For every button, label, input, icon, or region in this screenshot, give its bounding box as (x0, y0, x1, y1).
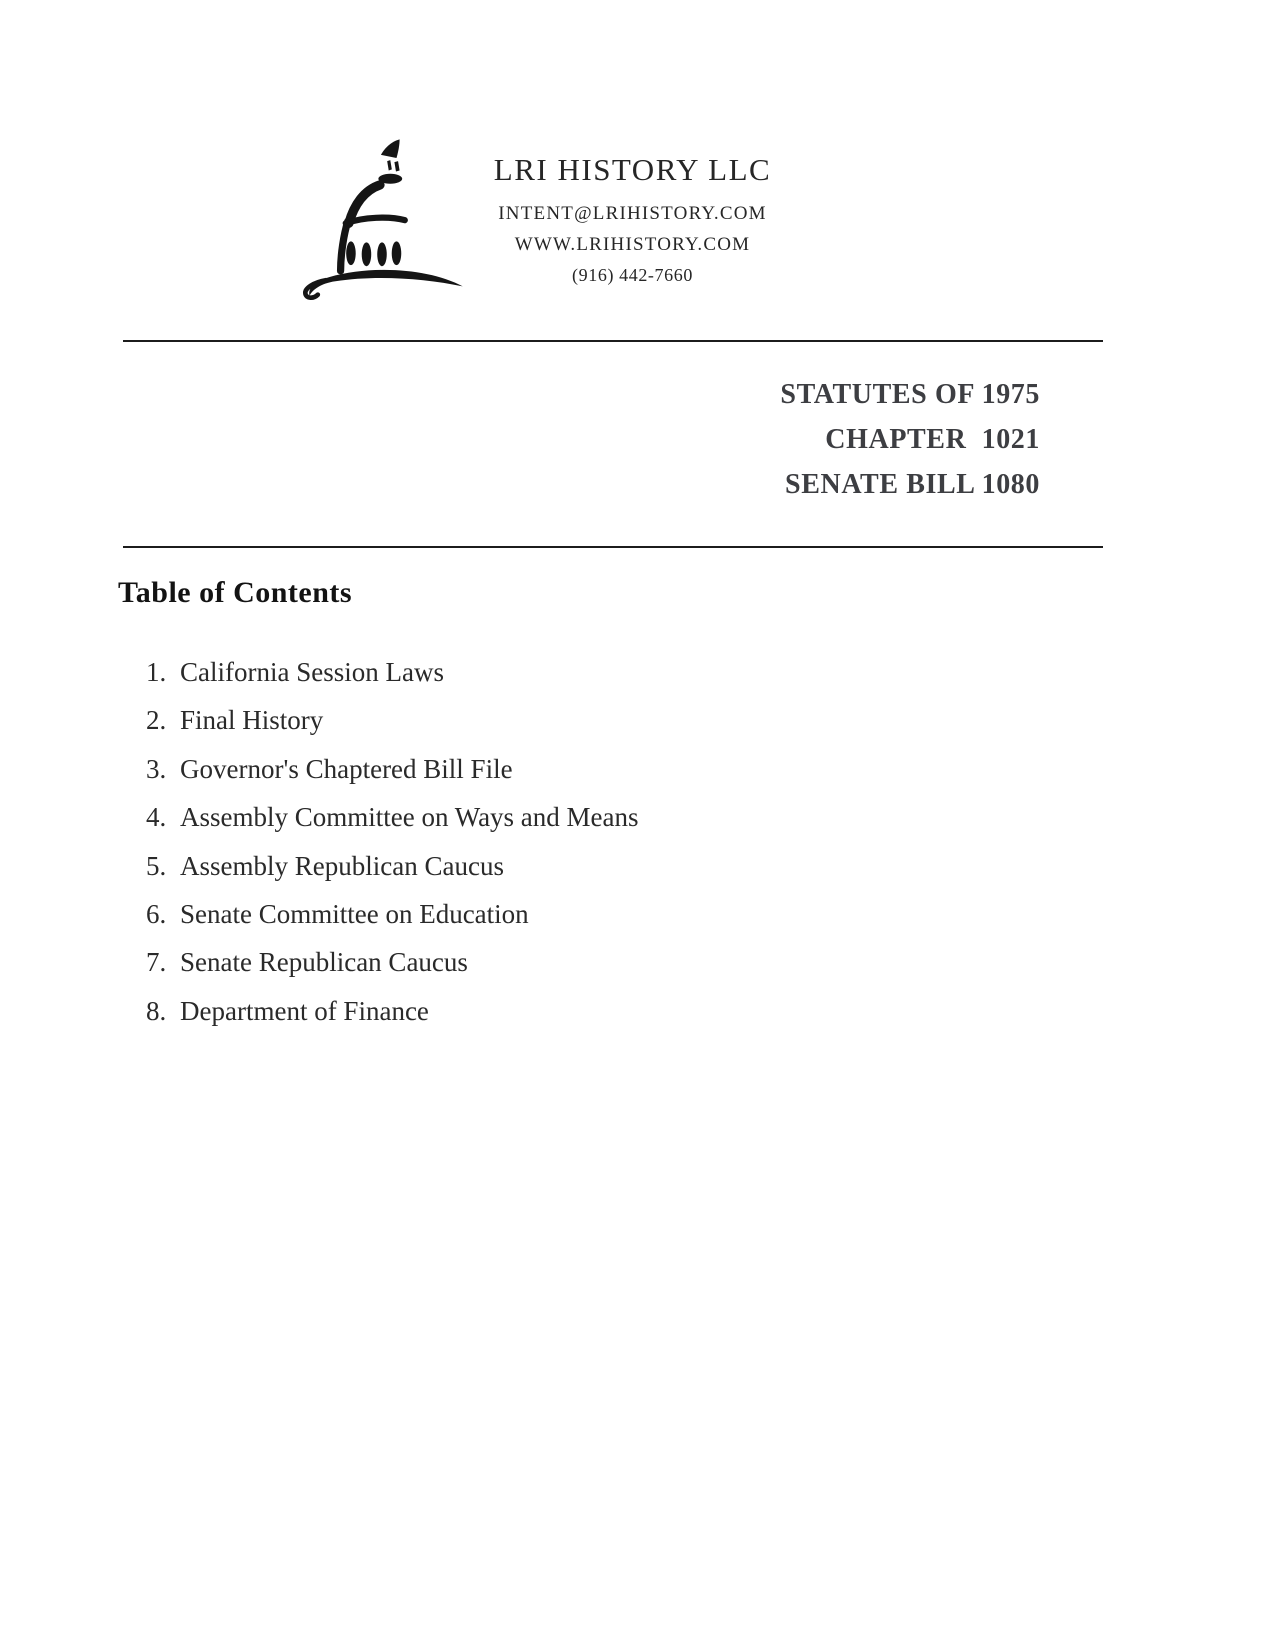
divider-bottom (123, 546, 1103, 548)
chapter-line: CHAPTER 1021 (825, 424, 1040, 455)
toc-item-number: 1. (146, 657, 167, 687)
toc-title: Table of Contents (118, 576, 353, 609)
toc-item-number: 7. (146, 947, 167, 978)
letterhead-contact-block (420, 152, 845, 287)
company-name: LRI HISTORY LLC (493, 152, 772, 187)
toc-item-label: Governor's Chaptered Bill File (180, 753, 513, 784)
toc-list (146, 648, 639, 1035)
company-website: WWW.LRIHISTORY.COM (514, 234, 751, 255)
bill-reference-block (780, 372, 1040, 507)
toc-item (146, 890, 639, 938)
toc-item (146, 696, 639, 744)
toc-item (146, 938, 639, 986)
toc-item-label: Final History (180, 705, 324, 736)
senate-bill-line: SENATE BILL 1080 (785, 469, 1040, 500)
toc-item-number: 3. (146, 753, 167, 784)
company-phone: (916) 442-7660 (572, 265, 693, 285)
toc-item-label: California Session Laws (180, 657, 444, 687)
toc-item-label: Senate Committee on Education (180, 899, 529, 930)
toc-item (146, 793, 639, 841)
toc-item (146, 842, 639, 890)
toc-item-number: 8. (146, 995, 167, 1026)
toc-item-label: Senate Republican Caucus (180, 947, 468, 978)
toc-item (146, 987, 639, 1035)
toc-item (146, 648, 639, 696)
statutes-line: STATUTES OF 1975 (780, 379, 1040, 410)
toc-item-number: 6. (146, 899, 167, 930)
toc-item-label: Assembly Republican Caucus (180, 850, 504, 881)
toc-item-label: Department of Finance (180, 995, 429, 1026)
company-email: INTENT@LRIHISTORY.COM (498, 203, 767, 224)
divider-top (123, 340, 1103, 342)
toc-item-label: Assembly Committee on Ways and Means (180, 802, 639, 833)
toc-item-number: 5. (146, 850, 167, 881)
toc-item (146, 745, 639, 793)
toc-item-number: 2. (146, 705, 167, 736)
toc-item-number: 4. (146, 802, 167, 833)
